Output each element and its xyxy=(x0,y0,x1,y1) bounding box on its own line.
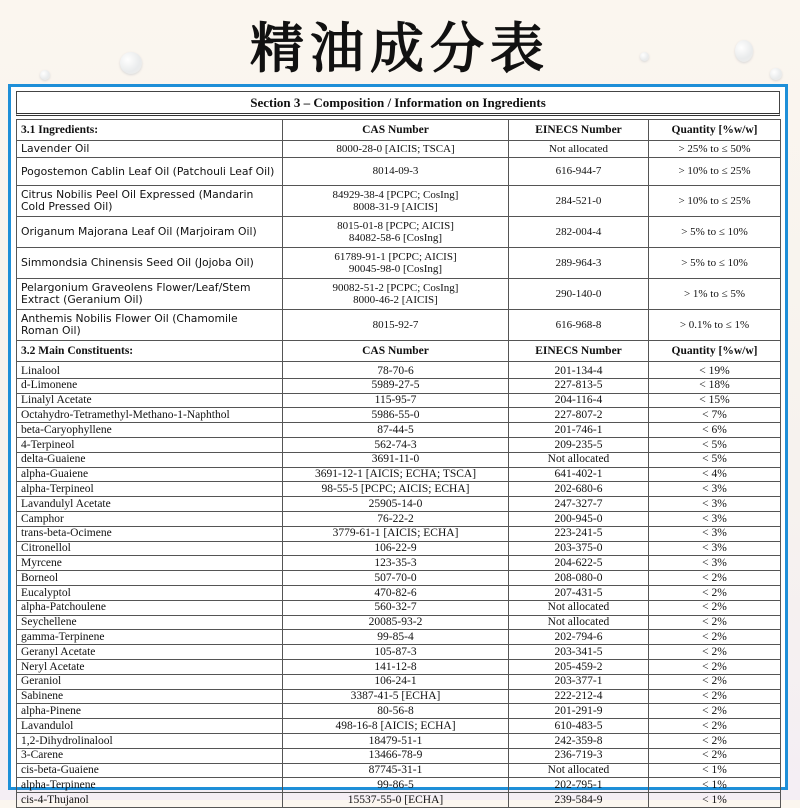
constituent-row xyxy=(17,630,781,645)
quantity-value: < 2% xyxy=(649,674,781,689)
cas-number: 3691-12-1 [AICIS; ECHA; TSCA] xyxy=(283,467,509,482)
constituent-row xyxy=(17,615,781,630)
ingredient-name: Lavandulyl Acetate xyxy=(17,497,283,512)
quantity-header: Quantity [%w/w] xyxy=(649,120,781,141)
ingredient-name: Lavender Oil xyxy=(17,141,283,158)
quantity-value: < 2% xyxy=(649,689,781,704)
ingredient-name: cis-4-Thujanol xyxy=(17,793,283,808)
ingredient-name: cis-beta-Guaiene xyxy=(17,763,283,778)
quantity-value: < 3% xyxy=(649,497,781,512)
ingredient-row xyxy=(17,310,781,341)
einecs-number: 201-291-9 xyxy=(509,704,649,719)
quantity-value: < 3% xyxy=(649,556,781,571)
ingredient-name: Simmondsia Chinensis Seed Oil (Jojoba Oil) xyxy=(17,248,283,279)
einecs-number: Not allocated xyxy=(509,763,649,778)
cas-number: 76-22-2 xyxy=(283,511,509,526)
einecs-number: 223-241-5 xyxy=(509,526,649,541)
quantity-value: < 15% xyxy=(649,393,781,408)
constituents-header-label: 3.2 Main Constituents: xyxy=(17,341,283,362)
einecs-number: 227-807-2 xyxy=(509,408,649,423)
ingredients-header-row xyxy=(17,120,781,141)
constituent-row xyxy=(17,778,781,793)
quantity-value: < 2% xyxy=(649,659,781,674)
cas-number: 80-56-8 xyxy=(283,704,509,719)
ingredient-name: Geranyl Acetate xyxy=(17,645,283,660)
constituent-row xyxy=(17,571,781,586)
quantity-value: < 18% xyxy=(649,378,781,393)
einecs-number: 202-795-1 xyxy=(509,778,649,793)
constituent-row xyxy=(17,674,781,689)
einecs-number: 227-813-5 xyxy=(509,378,649,393)
cas-number: 8015-92-7 xyxy=(283,310,509,341)
constituent-row xyxy=(17,482,781,497)
quantity-value: < 5% xyxy=(649,437,781,452)
cas-number: 115-95-7 xyxy=(283,393,509,408)
ingredient-name: Neryl Acetate xyxy=(17,659,283,674)
cas-number: 106-24-1 xyxy=(283,674,509,689)
quantity-value: < 19% xyxy=(649,362,781,379)
einecs-number: 208-080-0 xyxy=(509,571,649,586)
quantity-value: > 10% to ≤ 25% xyxy=(649,158,781,186)
einecs-number: 289-964-3 xyxy=(509,248,649,279)
quantity-value: > 10% to ≤ 25% xyxy=(649,186,781,217)
cas-number: 498-16-8 [AICIS; ECHA] xyxy=(283,719,509,734)
einecs-number: 203-377-1 xyxy=(509,674,649,689)
quantity-value: < 2% xyxy=(649,719,781,734)
ingredient-name: Seychellene xyxy=(17,615,283,630)
constituent-row xyxy=(17,452,781,467)
einecs-number: 242-359-8 xyxy=(509,733,649,748)
ingredient-name: Anthemis Nobilis Flower Oil (Chamomile Roman Oil) xyxy=(17,310,283,341)
quantity-value: < 2% xyxy=(649,704,781,719)
ingredient-name: alpha-Guaiene xyxy=(17,467,283,482)
constituent-row xyxy=(17,585,781,600)
quantity-value: > 5% to ≤ 10% xyxy=(649,217,781,248)
cas-number: 123-35-3 xyxy=(283,556,509,571)
ingredient-name: Origanum Majorana Leaf Oil (Marjoiram Oil) xyxy=(17,217,283,248)
cas-number: 99-86-5 xyxy=(283,778,509,793)
ingredient-name: d-Limonene xyxy=(17,378,283,393)
constituent-row xyxy=(17,645,781,660)
ingredient-name: alpha-Terpineol xyxy=(17,482,283,497)
constituent-row xyxy=(17,408,781,423)
ingredient-row xyxy=(17,279,781,310)
quantity-value: < 5% xyxy=(649,452,781,467)
cas-number: 15537-55-0 [ECHA] xyxy=(283,793,509,808)
cas-number: 507-70-0 xyxy=(283,571,509,586)
cas-number: 470-82-6 xyxy=(283,585,509,600)
einecs-number: 610-483-5 xyxy=(509,719,649,734)
cas-number: 87-44-5 xyxy=(283,423,509,438)
einecs-number: 201-746-1 xyxy=(509,423,649,438)
constituent-row xyxy=(17,719,781,734)
constituents-header-row xyxy=(17,341,781,362)
ingredients-header-label: 3.1 Ingredients: xyxy=(17,120,283,141)
constituent-row xyxy=(17,526,781,541)
quantity-value: < 2% xyxy=(649,748,781,763)
einecs-number: 282-004-4 xyxy=(509,217,649,248)
ingredient-name: delta-Guaiene xyxy=(17,452,283,467)
ingredient-row xyxy=(17,186,781,217)
quantity-value: < 6% xyxy=(649,423,781,438)
constituent-row xyxy=(17,467,781,482)
quantity-value: < 1% xyxy=(649,793,781,808)
ingredient-name: 4-Terpineol xyxy=(17,437,283,452)
ingredient-name: 3-Carene xyxy=(17,748,283,763)
ingredient-name: alpha-Patchoulene xyxy=(17,600,283,615)
ingredient-name: Sabinene xyxy=(17,689,283,704)
cas-number: 3387-41-5 [ECHA] xyxy=(283,689,509,704)
einecs-header: EINECS Number xyxy=(509,341,649,362)
constituent-row xyxy=(17,689,781,704)
cas-number: 3779-61-1 [AICIS; ECHA] xyxy=(283,526,509,541)
cas-number: 13466-78-9 xyxy=(283,748,509,763)
ingredient-row xyxy=(17,158,781,186)
constituent-row xyxy=(17,362,781,379)
cas-header: CAS Number xyxy=(283,120,509,141)
cas-number: 141-12-8 xyxy=(283,659,509,674)
einecs-number: Not allocated xyxy=(509,452,649,467)
einecs-number: 203-341-5 xyxy=(509,645,649,660)
einecs-number: 207-431-5 xyxy=(509,585,649,600)
quantity-value: < 3% xyxy=(649,541,781,556)
cas-number: 20085-93-2 xyxy=(283,615,509,630)
quantity-value: > 25% to ≤ 50% xyxy=(649,141,781,158)
ingredient-name: Citrus Nobilis Peel Oil Expressed (Mandarin Cold Pressed Oil) xyxy=(17,186,283,217)
ingredient-name: Linalyl Acetate xyxy=(17,393,283,408)
constituent-row xyxy=(17,541,781,556)
einecs-number: 236-719-3 xyxy=(509,748,649,763)
constituent-row xyxy=(17,659,781,674)
constituents-section xyxy=(17,341,781,808)
ingredient-name: Pogostemon Cablin Leaf Oil (Patchouli Leaf Oil) xyxy=(17,158,283,186)
cas-number: 3691-11-0 xyxy=(283,452,509,467)
ingredient-row xyxy=(17,248,781,279)
ingredient-row xyxy=(17,141,781,158)
cas-number: 84929-38-4 [PCPC; CosIng] 8008-31-9 [AICIS] xyxy=(283,186,509,217)
einecs-number: 202-680-6 xyxy=(509,482,649,497)
cas-number: 560-32-7 xyxy=(283,600,509,615)
quantity-value: > 0.1% to ≤ 1% xyxy=(649,310,781,341)
einecs-number: 616-944-7 xyxy=(509,158,649,186)
einecs-number: 205-459-2 xyxy=(509,659,649,674)
quantity-header: Quantity [%w/w] xyxy=(649,341,781,362)
ingredient-name: trans-beta-Ocimene xyxy=(17,526,283,541)
quantity-value: < 2% xyxy=(649,733,781,748)
ingredient-name: alpha-Pinene xyxy=(17,704,283,719)
quantity-value: < 2% xyxy=(649,645,781,660)
constituent-row xyxy=(17,393,781,408)
einecs-number: Not allocated xyxy=(509,141,649,158)
quantity-value: < 4% xyxy=(649,467,781,482)
constituent-row xyxy=(17,600,781,615)
ingredients-section xyxy=(17,120,781,341)
cas-number: 105-87-3 xyxy=(283,645,509,660)
einecs-number: 202-794-6 xyxy=(509,630,649,645)
constituent-row xyxy=(17,704,781,719)
quantity-value: < 1% xyxy=(649,778,781,793)
einecs-number: 290-140-0 xyxy=(509,279,649,310)
quantity-value: < 2% xyxy=(649,571,781,586)
quantity-value: < 1% xyxy=(649,763,781,778)
constituent-row xyxy=(17,378,781,393)
constituent-row xyxy=(17,793,781,808)
einecs-header: EINECS Number xyxy=(509,120,649,141)
constituent-row xyxy=(17,556,781,571)
cas-number: 5986-55-0 xyxy=(283,408,509,423)
constituent-row xyxy=(17,763,781,778)
quantity-value: < 2% xyxy=(649,630,781,645)
cas-number: 61789-91-1 [PCPC; AICIS] 90045-98-0 [CosIng] xyxy=(283,248,509,279)
quantity-value: < 3% xyxy=(649,526,781,541)
einecs-number: 239-584-9 xyxy=(509,793,649,808)
einecs-number: 247-327-7 xyxy=(509,497,649,512)
quantity-value: < 3% xyxy=(649,482,781,497)
einecs-number: 200-945-0 xyxy=(509,511,649,526)
cas-number: 562-74-3 xyxy=(283,437,509,452)
cas-number: 98-55-5 [PCPC; AICIS; ECHA] xyxy=(283,482,509,497)
einecs-number: 203-375-0 xyxy=(509,541,649,556)
quantity-value: < 2% xyxy=(649,585,781,600)
cas-header: CAS Number xyxy=(283,341,509,362)
ingredient-row xyxy=(17,217,781,248)
ingredient-name: alpha-Terpinene xyxy=(17,778,283,793)
ingredient-name: Pelargonium Graveolens Flower/Leaf/Stem Extract (Geranium Oil) xyxy=(17,279,283,310)
constituent-row xyxy=(17,423,781,438)
ingredient-name: Octahydro-Tetramethyl-Methano-1-Naphthol xyxy=(17,408,283,423)
ingredient-name: gamma-Terpinene xyxy=(17,630,283,645)
title-area xyxy=(0,0,800,82)
quantity-value: < 2% xyxy=(649,600,781,615)
ingredient-name: Borneol xyxy=(17,571,283,586)
constituent-row xyxy=(17,748,781,763)
cas-number: 8014-09-3 xyxy=(283,158,509,186)
cas-number: 99-85-4 xyxy=(283,630,509,645)
cas-number: 106-22-9 xyxy=(283,541,509,556)
cas-number: 90082-51-2 [PCPC; CosIng] 8000-46-2 [AICIS] xyxy=(283,279,509,310)
ingredient-name: Linalool xyxy=(17,362,283,379)
ingredient-name: Citronellol xyxy=(17,541,283,556)
page-title: 精油成分表 xyxy=(250,17,550,80)
einecs-number: 201-134-4 xyxy=(509,362,649,379)
constituent-row xyxy=(17,733,781,748)
einecs-number: 222-212-4 xyxy=(509,689,649,704)
quantity-value: > 5% to ≤ 10% xyxy=(649,248,781,279)
cas-number: 8015-01-8 [PCPC; AICIS] 84082-58-6 [CosIng] xyxy=(283,217,509,248)
ingredient-name: beta-Caryophyllene xyxy=(17,423,283,438)
einecs-number: 284-521-0 xyxy=(509,186,649,217)
einecs-number: 209-235-5 xyxy=(509,437,649,452)
quantity-value: > 1% to ≤ 5% xyxy=(649,279,781,310)
quantity-value: < 7% xyxy=(649,408,781,423)
ingredient-name: 1,2-Dihydrolinalool xyxy=(17,733,283,748)
composition-sheet xyxy=(8,84,788,806)
constituent-row xyxy=(17,437,781,452)
composition-table xyxy=(16,119,781,808)
cas-number: 5989-27-5 xyxy=(283,378,509,393)
einecs-number: Not allocated xyxy=(509,615,649,630)
quantity-value: < 3% xyxy=(649,511,781,526)
ingredient-name: Lavandulol xyxy=(17,719,283,734)
cas-number: 87745-31-1 xyxy=(283,763,509,778)
einecs-number: Not allocated xyxy=(509,600,649,615)
ingredient-name: Myrcene xyxy=(17,556,283,571)
ingredient-name: Camphor xyxy=(17,511,283,526)
cas-number: 8000-28-0 [AICIS; TSCA] xyxy=(283,141,509,158)
ingredient-name: Geraniol xyxy=(17,674,283,689)
quantity-value: < 2% xyxy=(649,615,781,630)
cas-number: 18479-51-1 xyxy=(283,733,509,748)
einecs-number: 204-116-4 xyxy=(509,393,649,408)
einecs-number: 204-622-5 xyxy=(509,556,649,571)
einecs-number: 616-968-8 xyxy=(509,310,649,341)
constituent-row xyxy=(17,511,781,526)
cas-number: 78-70-6 xyxy=(283,362,509,379)
cas-number: 25905-14-0 xyxy=(283,497,509,512)
einecs-number: 641-402-1 xyxy=(509,467,649,482)
section-header: Section 3 – Composition / Information on Ingredients xyxy=(16,91,780,116)
constituent-row xyxy=(17,497,781,512)
ingredient-name: Eucalyptol xyxy=(17,585,283,600)
